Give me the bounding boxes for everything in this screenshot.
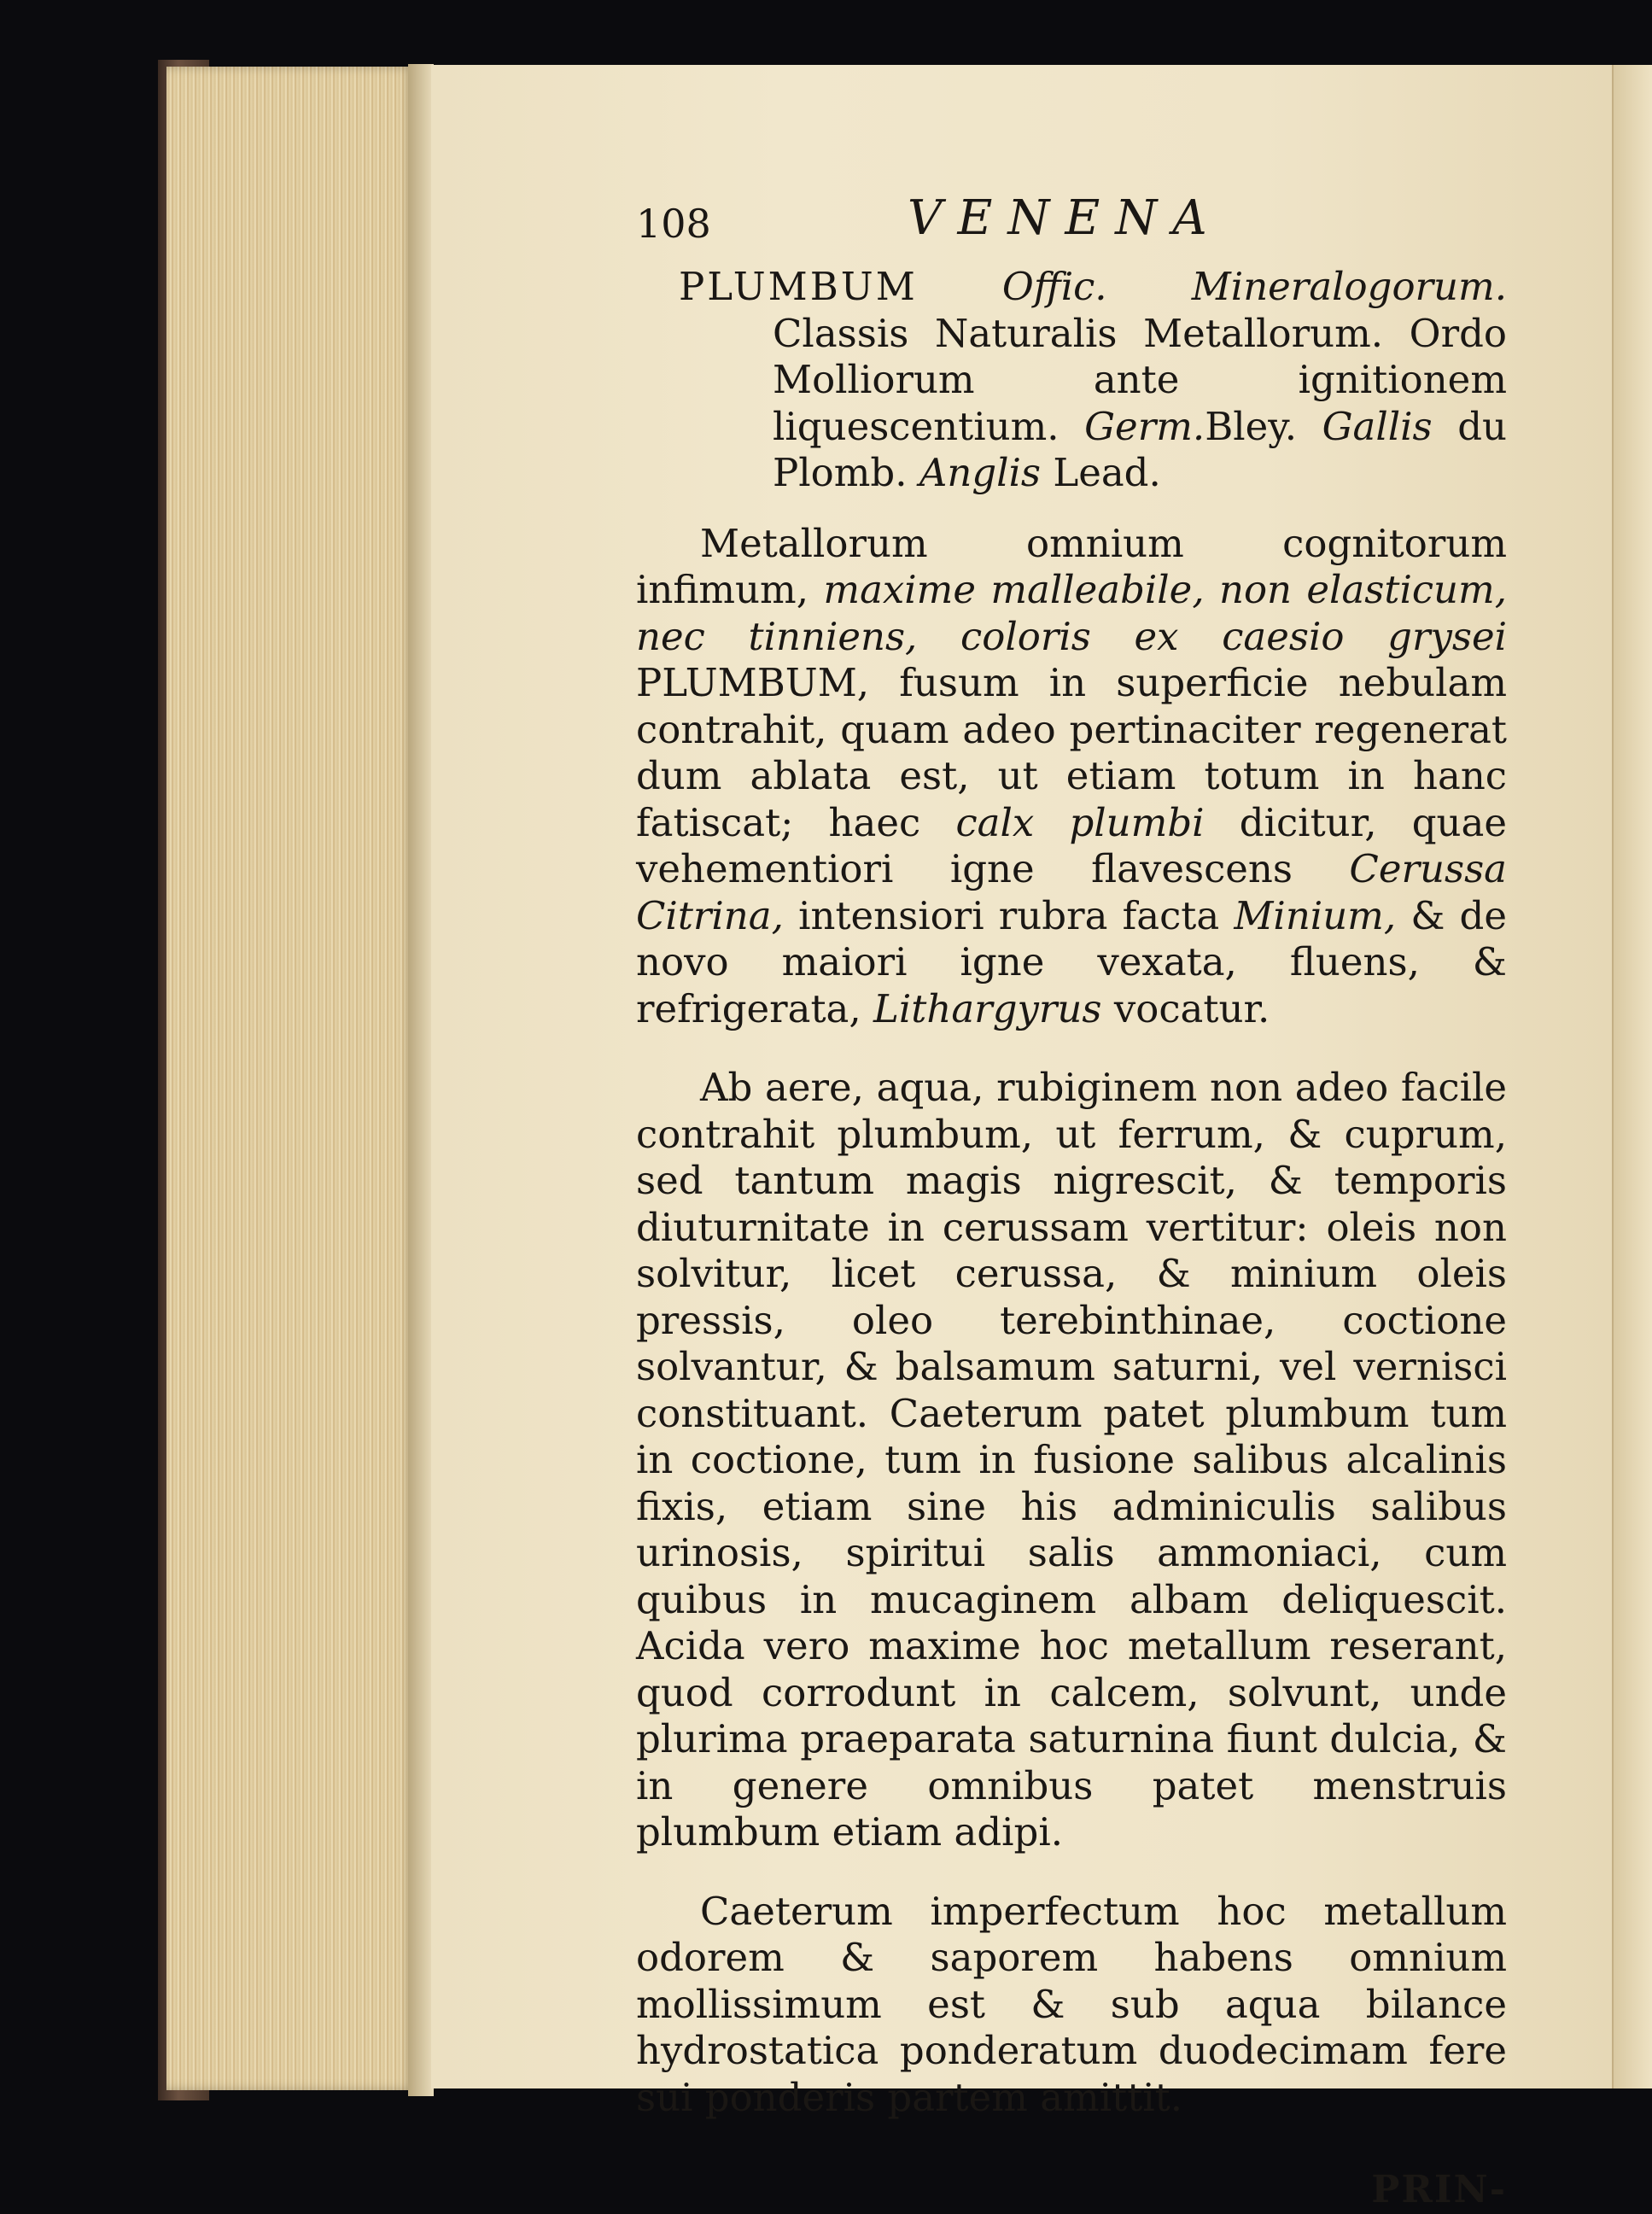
p1-text-e: dicitur, quae vehementiori igne flavescens <box>636 799 1507 891</box>
p1-italic-j: Lithargyrus <box>873 985 1102 1031</box>
paragraph-3: Caeterum imperfectum hoc metallum odorem & saporem habens omnium mollissimum est & sub aqua bilance hydrostatica ponderatum duodecimam fere sui ponderis partem amittit. <box>636 1888 1507 2120</box>
p1-italic-h: Minium, <box>1234 892 1397 938</box>
gutter <box>408 64 434 2096</box>
french-label: Gallis <box>1322 403 1433 449</box>
entry-heading <box>636 264 1507 497</box>
p1-text-c: PLUMBUM, fusum in superficie nebulam contrahit, quam adeo pertinaciter regenerat dum ablata est, ut etiam totum in hanc fatiscat; haec <box>636 660 1507 845</box>
p1-italic-f: Cerussa Citrina, <box>636 846 1507 938</box>
p1-italic-b: maxime malleabile, non elasticum, nec tinniens, coloris ex caesio grysei <box>636 567 1507 659</box>
paragraph-1 <box>636 521 1507 1033</box>
headword: PLUMBUM <box>679 264 918 309</box>
facing-page-edge <box>1612 65 1652 2088</box>
p1-text-i: & de novo maiori igne vexata, fluens, & refrigerata, <box>636 892 1507 1031</box>
german-label: Germ. <box>1084 403 1205 449</box>
entry-classification: Classis Naturalis Metallorum. Ordo Molliorum ante ignitionem liquescentium. <box>773 310 1507 449</box>
french-name: du Plomb. <box>773 403 1507 495</box>
page-block-edge <box>166 67 414 2090</box>
english-name: Lead. <box>1053 450 1161 495</box>
page-header <box>636 190 1507 252</box>
p1-text-k: vocatur. <box>1113 985 1270 1031</box>
p1-text-a: Metallorum omnium cognitorum infimum, <box>636 520 1507 612</box>
paragraph-2: Ab aere, aqua, rubiginem non adeo facile contrahit plumbum, ut ferrum, & cuprum, sed tantum magis nigrescit, & temporis diuturnitate in cerussam vertitur: oleis non solvitur, licet cerussa, & minium oleis pressis, oleo terebinthinae, coctione solvantur, & balsamum saturni, vel vernisci constituant. Caeterum patet plumbum tum in coctione, tum in fusione salibus alcalinis fixis, etiam sine his adminiculis salibus urinosis, spiritui salis ammoniaci, cum quibus in mucaginem albam deliquescit. Acida vero maxime hoc metallum reserant, quod corrodunt in calcem, solvunt, unde plurima praeparata saturnina fiunt dulcia, & in genere omnibus patet menstruis plumbum etiam adipi. <box>636 1065 1507 1855</box>
running-head: VENENA <box>908 190 1223 246</box>
p1-italic-d: calx plumbi <box>955 799 1205 845</box>
german-name: Bley. <box>1205 403 1298 449</box>
catchword: PRIN- <box>1371 2168 1507 2211</box>
english-label: Anglis <box>919 450 1042 495</box>
page-text <box>636 190 1507 2214</box>
entry-source: Offic. Mineralogorum. <box>1001 264 1507 309</box>
page-number: 108 <box>636 201 711 247</box>
p1-text-g: intensiori rubra facta <box>798 892 1220 938</box>
